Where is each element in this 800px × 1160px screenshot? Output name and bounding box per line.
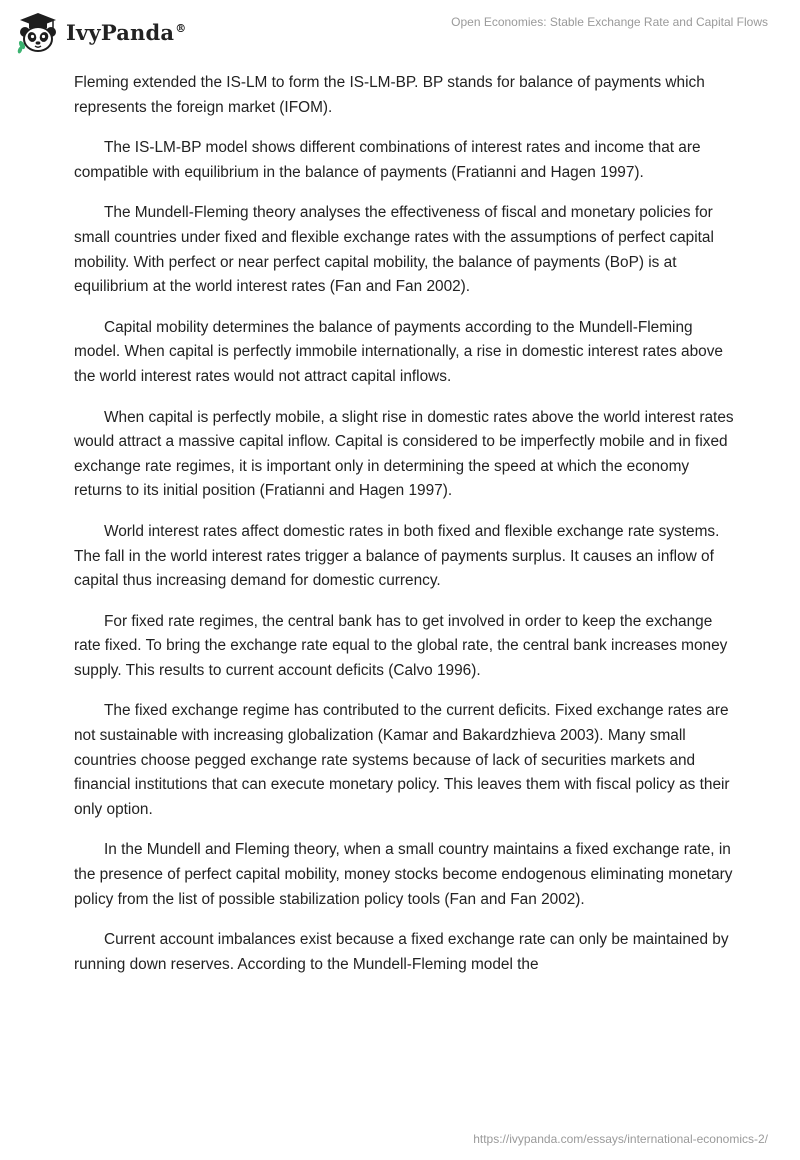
paragraph: Capital mobility determines the balance of payments according to the Mundell-Fleming model. When capital is perfectly immobile internationally, a rise in domestic interest rates above the world interest rates would not attract capital inflows. [74,318,723,385]
panda-graduate-icon [16,10,60,54]
logo-text: IvyPanda [66,19,175,45]
document-title: Open Economies: Stable Exchange Rate and Capital Flows [451,15,768,29]
paragraph: World interest rates affect domestic rates in both fixed and flexible exchange rate systems. The fall in the world interest rates trigger a balance of payments surplus. It causes an inflow of capital thus increasing demand for domestic currency. [74,522,720,590]
registered-mark: ® [175,21,187,35]
paragraph: The fixed exchange regime has contributed to the current deficits. Fixed exchange rates are not sustainable with increasing globalization (Kamar and Bakardzhieva 2003). Many small countries choose pegged exchange rate systems because of lack of securities markets and financial institutions that can execute monetary policy. This leaves them with fiscal policy as their only option. [74,702,730,818]
paragraph: When capital is perfectly mobile, a slight rise in domestic rates above the world interest rates would attract a massive capital inflow. Capital is considered to be imperfectly mobile and in fixed exchange rate regimes, it is important only in determining the speed at which the economy returns to its initial position (Fratianni and Hagen 1997). [74,408,734,500]
paragraph: For fixed rate regimes, the central bank has to get involved in order to keep the exchange rate fixed. To bring the exchange rate equal to the global rate, the central bank increases money supply. This results to current account deficits (Calvo 1996). [74,612,728,679]
paragraph: The IS-LM-BP model shows different combinations of interest rates and income that are compatible with equilibrium in the balance of payments (Fratianni and Hagen 1997). [74,139,701,181]
page-header [0,0,800,64]
paragraph: Fleming extended the IS-LM to form the IS-LM-BP. BP stands for balance of payments which represents the foreign market (IFOM). [74,74,705,116]
paragraph: In the Mundell and Fleming theory, when a small country maintains a fixed exchange rate, in the presence of perfect capital mobility, money stocks become endogenous eliminating monetary policy from the list of possible stabilization policy tools (Fan and Fan 2002). [74,841,733,908]
essay-body [74,71,734,993]
source-url[interactable]: https://ivypanda.com/essays/international-economics-2/ [473,1132,768,1146]
paragraph: Current account imbalances exist because a fixed exchange rate can only be maintained by running down reserves. According to the Mundell-Fleming model the [74,931,729,973]
logo-wordmark [66,20,186,45]
paragraph: The Mundell-Fleming theory analyses the effectiveness of fiscal and monetary policies for small countries under fixed and flexible exchange rates with the assumptions of perfect capital mobility. With perfect or near perfect capital mobility, the balance of payments (BoP) is at equilibrium at the world interest rates (Fan and Fan 2002). [74,204,714,296]
ivypanda-logo[interactable] [16,8,186,56]
